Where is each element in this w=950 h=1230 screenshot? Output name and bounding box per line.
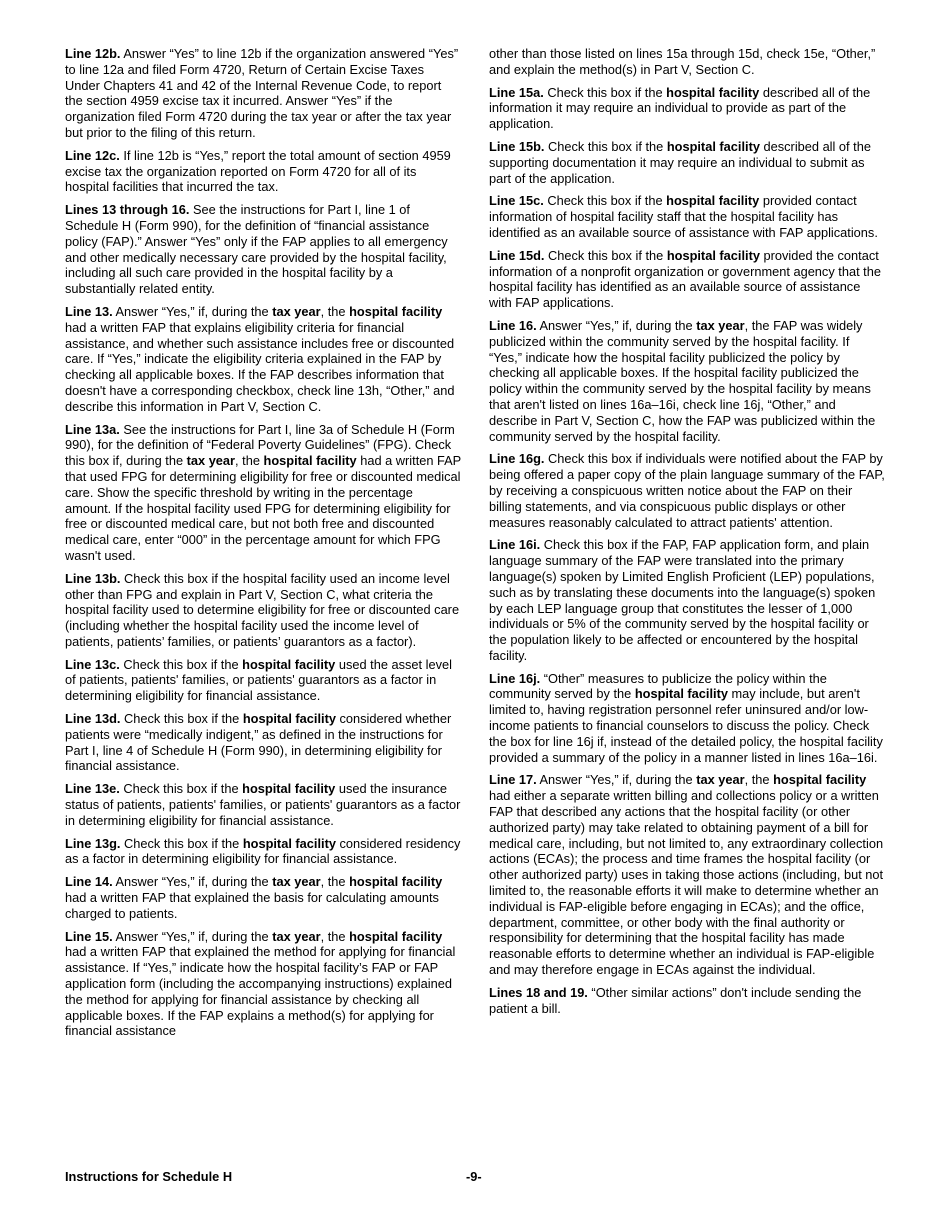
bold-run: Line 15b.: [489, 138, 545, 154]
bold-run: Line 13g.: [65, 835, 121, 851]
paragraph: [65, 657, 461, 704]
bold-run: tax year: [696, 317, 745, 333]
paragraph: [489, 451, 885, 530]
text-run: Answer “Yes,” if, during the: [112, 928, 273, 944]
paragraph: [65, 781, 461, 828]
bold-run: Line 16g.: [489, 451, 545, 467]
bold-run: Line 13c.: [65, 656, 120, 672]
bold-run: hospital facility: [242, 781, 336, 797]
paragraph: [65, 422, 461, 564]
bold-run: Line 12b.: [65, 46, 121, 61]
text-run: Check this box if the: [119, 656, 243, 672]
text-run: “Other similar actions” don't include sending the patient a bill.: [489, 984, 862, 1016]
text-run: Answer “Yes,” if, during the: [536, 772, 697, 788]
text-run: considered residency as a factor in determining eligibility for financial assistance.: [65, 835, 461, 867]
bold-run: Line 17.: [489, 772, 537, 788]
bold-run: Lines 18 and 19.: [489, 984, 588, 1000]
paragraph: [489, 193, 885, 240]
text-run: had a written FAP that explains eligibility criteria for financial assistance, and whether such assistance includes free or discounted care. If “Yes,” indicate the eligibility criteria explained in the FAP by checking all applicable boxes. If the FAP describes information that doesn't have a corresponding checkbox, check line 13h, “Other,” and describe this information in Part V, Section C.: [65, 319, 455, 414]
text-run: Check this box if the FAP, FAP application form, and plain language summary of the FAP were translated into the primary language(s) spoken by Limited English Proficient (LEP) populations, such as by translating these documents into the language(s) spoken by each LEP language group that constitutes the lesser of 1,000 individuals or 5% of the community served by the hospital facility or the population likely to be affected or encountered by the hospital facility.: [489, 537, 876, 663]
paragraph: [65, 148, 461, 195]
paragraph: [489, 46, 885, 78]
bold-run: tax year: [272, 874, 321, 890]
paragraph: [65, 711, 461, 774]
text-run: provided contact information of hospital facility staff that the hospital facility has identified as an available source of assistance with FAP applications.: [489, 193, 878, 240]
bold-run: Line 14.: [65, 874, 113, 890]
text-run: , the: [320, 928, 350, 944]
paragraph: [489, 318, 885, 444]
text-run: Answer “Yes,” if, during the: [112, 303, 273, 319]
bold-run: hospital facility: [666, 138, 760, 154]
bold-run: hospital facility: [242, 711, 336, 727]
text-run: , the: [744, 772, 774, 788]
text-run: Check this box if the: [119, 781, 243, 797]
bold-run: tax year: [272, 303, 321, 319]
bold-run: Line 15d.: [489, 247, 545, 263]
text-run: Answer “Yes,” if, during the: [112, 874, 273, 890]
text-run: “Other” measures to publicize the policy within the community served by the: [489, 670, 827, 702]
text-run: had a written FAP that explained the basis for calculating amounts charged to patients.: [65, 890, 439, 921]
text-run: , the: [320, 303, 350, 319]
text-run: See the instructions for Part I, line 1 of Schedule H (Form 990), for the definition of “financial assistance policy (FAP).” Answer “Yes” only if the FAP applies to all emergency and other medically necessary care provided by the hospital facility, including all such care provided in the hospital facility by a substantially related entity.: [65, 202, 448, 297]
paragraph: [489, 985, 885, 1017]
bold-run: Line 13d.: [65, 711, 121, 727]
text-run: Answer “Yes” to line 12b if the organization answered “Yes” to line 12a and filed Form 4720, Return of Certain Excise Taxes Under Chapters 41 and 42 of the Internal Revenue Code, to report the section 4959 excise tax it incurred. Answer “Yes” if the organization filed Form 4720 during the tax year or after the tax year but prior to the filing of this return.: [65, 46, 459, 140]
text-run: , the: [235, 453, 264, 469]
right-column: [489, 46, 885, 1023]
text-run: had a written FAP that used FPG for determining eligibility for free or discounted medical care. Show the specific threshold by writing in the percentage amount. If the hospital facility used FPG for determining eligibility for free or discounted medical care, but not both free and discounted medical care, enter “000” in the percentage amount for which FPG wasn't used.: [65, 453, 461, 563]
bold-run: Line 15c.: [489, 193, 544, 209]
bold-run: hospital facility: [666, 247, 760, 263]
text-run: described all of the supporting documentation it may require an individual to submit as part of the application.: [489, 138, 871, 186]
text-run: See the instructions for Part I, line 3a of Schedule H (Form 990), for the definition of “Federal Poverty Guidelines” (FPG). Check this box if, during the: [65, 421, 455, 469]
bold-run: hospital facility: [349, 928, 443, 944]
bold-run: Line 12c.: [65, 147, 120, 163]
left-column: [65, 46, 461, 1046]
bold-run: tax year: [186, 453, 236, 469]
bold-run: tax year: [696, 772, 745, 788]
paragraph: [65, 571, 461, 650]
text-run: considered whether patients were “medically indigent,” as defined in the instructions for Part I, line 4 of Schedule H (Form 990), in determining eligibility for financial assistance.: [65, 711, 452, 774]
bold-run: hospital facility: [666, 84, 760, 100]
footer-title: Instructions for Schedule H: [65, 1169, 233, 1184]
text-run: , the FAP was widely publicized within the community served by the hospital facility. If “Yes,” indicate how the hospital facility publicized the policy by checking all applicable boxes. If the hospital facility publicized the policy within the community served by the hospital facility by means that aren't listed on lines 16a–16i, check line 16j, “Other,” and describe in Part V, Section C, how the FAP was publicized within the community served by the hospital facility.: [489, 317, 876, 444]
bold-run: Lines 13 through 16.: [65, 202, 190, 218]
text-run: , the: [320, 874, 350, 890]
paragraph: [489, 248, 885, 311]
paragraph: [65, 46, 461, 141]
text-run: may include, but aren't limited to, having registration personnel refer uninsured and/or low-income patients to financial counselors to discuss the policy. Check the box for line 16j if, instead of the detailed policy, the hospital facility provided a summary of the policy in a manner listed in lines 16a–16i.: [489, 686, 883, 765]
bold-run: Line 13.: [65, 303, 113, 319]
text-run: had a written FAP that explained the method for applying for financial assistance. If “Yes,” indicate how the hospital facility’s FAP or FAP application form (including the accompanying instructions) explained the method for applying for financial assistance by checking all applicable boxes. If the FAP explains a method(s) for applying for financial assistance: [65, 944, 456, 1039]
bold-run: Line 16.: [489, 317, 537, 333]
paragraph: [489, 772, 885, 977]
bold-run: hospital facility: [263, 453, 357, 469]
bold-run: hospital facility: [666, 193, 760, 209]
bold-run: hospital facility: [349, 874, 443, 890]
page-number: -9-: [466, 1169, 482, 1184]
paragraph: [65, 304, 461, 415]
bold-run: hospital facility: [773, 772, 867, 788]
text-run: Check this box if the: [544, 247, 667, 263]
bold-run: hospital facility: [242, 656, 336, 672]
text-run: Check this box if the: [120, 835, 243, 851]
bold-run: hospital facility: [242, 835, 336, 851]
text-run: If line 12b is “Yes,” report the total amount of section 4959 excise tax the organization reported on Form 4720 for all of its hospital facilities that incurred the tax.: [65, 147, 451, 195]
text-run: Check this box if the: [543, 193, 667, 209]
text-run: other than those listed on lines 15a through 15d, check 15e, “Other,” and explain the method(s) in Part V, Section C.: [489, 46, 876, 77]
bold-run: Line 16i.: [489, 537, 541, 553]
bold-run: Line 15a.: [489, 84, 544, 100]
paragraph: [65, 836, 461, 868]
text-run: had either a separate written billing and collections policy or a written FAP that described any actions that the hospital facility (or other authorized party) may take related to obtaining payment of a bill for medical care, including, but not limited to, any extraordinary collection actions (ECAs); the process and time frames the hospital facility (or other authorized party) uses in taking those actions (including, but not limited to, the reasonable efforts it will make to determine whether an individual is FAP-eligible before engaging in ECAs); and the office, department, committee, or other body with the final authority or responsibility for determining that the hospital facility has made reasonable efforts to determine whether an individual is FAP-eligible and may therefore engage in ECAs against the individual.: [489, 788, 884, 978]
bold-run: Line 15.: [65, 928, 113, 944]
bold-run: Line 13e.: [65, 781, 120, 797]
text-run: Check this box if the: [543, 84, 667, 100]
bold-run: Line 13a.: [65, 421, 120, 437]
bold-run: Line 13b.: [65, 570, 121, 586]
paragraph: [65, 874, 461, 921]
text-run: provided the contact information of a nonprofit organization or government agency that the hospital facility has identified as an available source of assistance with FAP applications.: [489, 247, 881, 311]
paragraph: [489, 537, 885, 663]
paragraph: [489, 85, 885, 132]
text-run: described all of the information it may require an individual to provide as part of the application.: [489, 84, 871, 132]
text-run: Check this box if the hospital facility used an income level other than FPG and explain in Part V, Section C, what criteria the hospital facility used to determine eligibility for free or discounted care (including whether the hospital facility used the income level of patients, patients’ families, or patients’ guarantors as a factor).: [65, 570, 460, 649]
bold-run: hospital facility: [349, 303, 443, 319]
bold-run: tax year: [272, 928, 321, 944]
bold-run: Line 16j.: [489, 670, 541, 686]
text-run: Check this box if the: [120, 711, 243, 727]
bold-run: hospital facility: [634, 686, 728, 702]
text-run: Check this box if the: [544, 138, 667, 154]
paragraph: [65, 202, 461, 297]
paragraph: [489, 139, 885, 186]
text-run: Answer “Yes,” if, during the: [536, 317, 697, 333]
paragraph: [489, 671, 885, 766]
text-run: used the asset level of patients, patients' families, or patients' guarantors as a factor in determining eligibility for financial assistance.: [65, 656, 452, 704]
text-run: Check this box if individuals were notified about the FAP by being offered a paper copy of the plain language summary of the FAP, by receiving a conspicuous written notice about the FAP on their billing statements, and via conspicuous public displays or other measures reasonably calculated to attract patients' attention.: [489, 451, 885, 530]
text-run: used the insurance status of patients, patients' families, or patients' guarantors as a factor in determining eligibility for financial assistance.: [65, 781, 461, 828]
paragraph: [65, 929, 461, 1040]
